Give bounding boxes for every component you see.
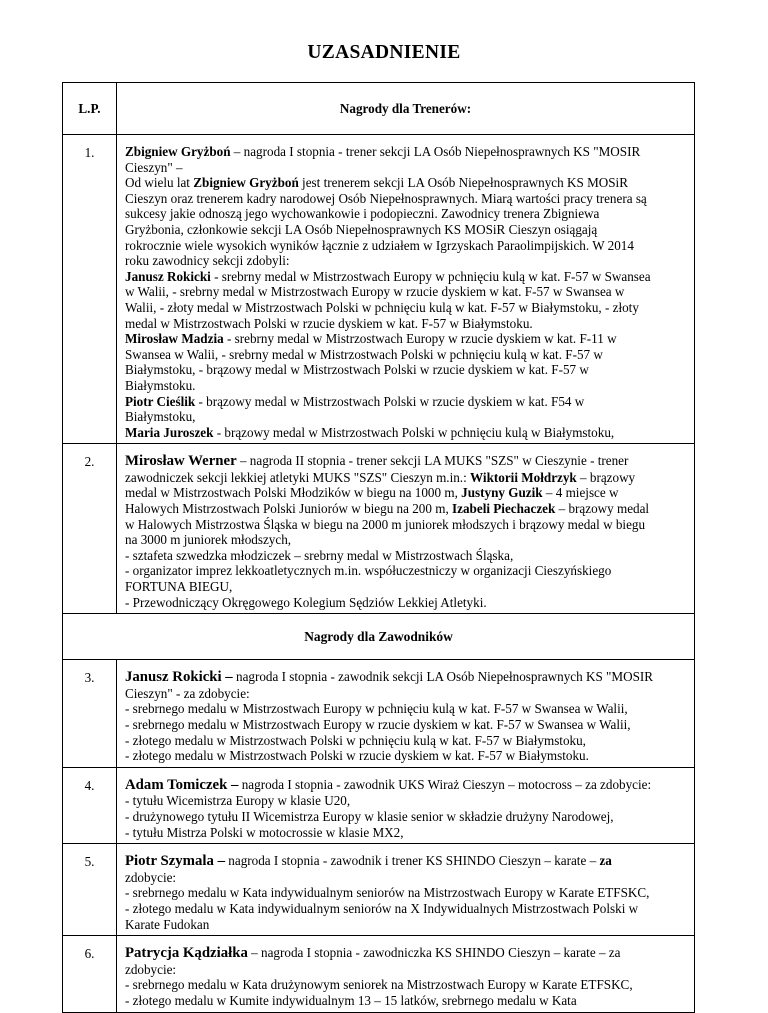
row-number: 5. [63,844,117,936]
bold-name: Mirosław Werner [125,453,237,470]
text-line [125,993,686,1009]
award-description [117,936,695,1012]
bold-name: za [599,853,612,869]
text-segment: – brązowy medal [555,501,650,517]
text-segment: zdobycie: [125,961,177,977]
text-segment: Halowych Mistrzostwach Polski Juniorów w biegu na 200 m, [125,501,453,517]
text-line [125,222,686,238]
text-segment: roku zawodnicy sekcji zdobyli: [125,253,290,269]
text-line [125,701,686,717]
text-line [125,362,686,378]
row-number: 1. [63,135,117,444]
award-description [117,844,695,936]
bold-name: Izabeli Piechaczek [452,501,556,517]
text-line [125,160,686,176]
award-description [117,444,695,614]
text-line [125,409,686,425]
text-line [125,269,686,285]
text-line [125,425,686,441]
text-segment: - srebrnego medalu w Mistrzostwach Europy w pchnięciu kulą w kat. F-57 w Swansea w Walii, [125,701,628,717]
text-line [125,300,686,316]
text-segment: - drużynowego tytułu II Wicemistrza Europy w klasie senior w składzie drużyny Narodowej, [125,808,614,824]
text-segment: w Halowych Mistrzostwa Śląska w biegu na 2000 m juniorek młodszych i brązowy medal w biegu [125,516,646,532]
text-segment: zdobycie: [125,869,177,885]
text-segment: – nagroda I stopnia - trener sekcji LA Osób Niepełnosprawnych KS "MOSIR [230,144,641,159]
text-segment: - złotego medalu w Kata indywidualnym seniorów na X Indywidualnych Mistrzostwach Polski w [125,900,639,916]
text-line [125,563,686,579]
header-trainers-awards: Nagrody dla Trenerów: [117,83,695,135]
row-number: 4. [63,767,117,843]
text-line [125,378,686,394]
awards-table [62,82,695,1013]
text-segment: - organizator imprez lekkoatletycznych m.in. współuczestniczy w organizacji Cieszyńskiego [125,563,612,579]
section-row [63,614,695,660]
bold-name: Zbigniew Gryżboń [125,144,231,159]
table-header-row [63,83,695,135]
text-line [125,347,686,363]
text-line [125,870,686,886]
text-segment: - złotego medalu w Kumite indywidualnym 13 – 15 latków, srebrnego medalu w Kata [125,992,577,1008]
text-line [125,253,686,269]
text-segment: zawodniczek sekcji lekkiej atletyki MUKS "SZS" Cieszyn m.in.: [125,469,471,485]
text-segment: medal w Mistrzostwach Polski w rzucie dyskiem w kat. F-57 w Białymstoku. [125,315,533,331]
text-segment: Swansea w Walii, - srebrny medal w Mistrzostwach Polski w pchnięciu kulą w kat. F-57 w [125,346,603,362]
text-line [125,945,686,962]
bold-name: Janusz Rokicki – [125,669,233,686]
text-segment: na 3000 m juniorek młodszych, [125,532,292,548]
text-line [125,885,686,901]
text-line [125,394,686,410]
text-segment: - srebrnego medalu w Kata drużynowym seniorek na Mistrzostwach Europy w Karate ETFSKC, [125,977,633,993]
bold-name: Adam Tomiczek – [125,776,239,793]
bold-name: Mirosław Madzia [125,331,224,347]
award-description [117,660,695,768]
text-segment: Karate Fudokan [125,916,210,932]
text-line [125,284,686,300]
text-segment: - Przewodniczący Okręgowego Kolegium Sędziów Lekkiej Atletyki. [125,594,487,610]
text-line [125,453,686,470]
text-line [125,175,686,191]
text-segment: – nagroda II stopnia - trener sekcji LA MUKS "SZS" w Cieszynie - trener [236,453,629,469]
text-segment: jest trenerem sekcji LA Osób Niepełnosprawnych KS MOSiR [298,175,628,191]
award-description [117,135,695,444]
text-segment: - tytułu Mistrza Polski w motocrossie w klasie MX2, [125,824,404,840]
text-line [125,501,686,517]
text-line [125,517,686,533]
bold-name: Janusz Rokicki [125,268,211,284]
text-line [125,669,686,686]
text-segment: - sztafeta szwedzka młodziczek – srebrny medal w Mistrzostwach Śląska, [125,547,514,563]
bold-name: Piotr Cieślik [125,393,196,409]
text-segment: nagroda I stopnia - zawodnik UKS Wiraż Cieszyn – motocross – za zdobycie: [238,776,652,792]
text-segment: - brązowy medal w Mistrzostwach Polski w pchnięciu kulą w Białymstoku, [213,424,615,440]
bold-name: Maria Juroszek [125,424,214,440]
text-segment: – nagroda I stopnia - zawodniczka KS SHINDO Cieszyn – karate – za [247,945,621,961]
text-line [125,331,686,347]
text-segment: Białymstoku. [125,377,196,393]
row-number: 3. [63,660,117,768]
text-line [125,853,686,870]
text-line [125,717,686,733]
text-line [125,777,686,794]
text-segment: medal w Mistrzostwach Polski Młodzików w biegu na 1000 m, [125,485,462,501]
text-segment: nagroda I stopnia - zawodnik i trener KS SHINDO Cieszyn – karate – [225,853,600,869]
text-line [125,238,686,254]
text-line [125,917,686,933]
award-description [117,767,695,843]
text-line [125,748,686,764]
text-segment: - srebrnego medalu w Kata indywidualnym seniorów na Mistrzostwach Europy w Karate ETFSKC, [125,885,650,901]
text-line [125,595,686,611]
text-segment: Cieszyn" - za zdobycie: [125,685,250,701]
text-line [125,793,686,809]
text-segment: - złotego medalu w Mistrzostwach Polski w rzucie dyskiem w kat. F-57 w Białymstoku. [125,748,589,764]
text-line [125,206,686,222]
text-line [125,809,686,825]
text-segment: Walii, - złoty medal w Mistrzostwach Polski w pchnięciu kulą w kat. F-57 w Białymstoku, - złoty [125,299,639,315]
text-segment: Białymstoku, - brązowy medal w Mistrzostwach Polski w rzucie dyskiem w kat. F-57 w [125,362,589,378]
text-line [125,316,686,332]
row-number: 6. [63,936,117,1012]
text-segment: Cieszyn oraz trenerem kadry narodowej Osób Niepełnosprawnych. Miarą wartości pracy trenera są [125,190,647,206]
text-line [125,977,686,993]
text-segment: Białymstoku, [125,409,196,425]
text-segment: – 4 miejsce w [542,485,619,501]
header-lp: L.P. [63,83,117,135]
text-line [125,470,686,486]
bold-name: Piotr Szymala – [125,853,226,870]
text-line [125,962,686,978]
text-segment: Cieszyn" – [125,159,183,175]
text-line [125,901,686,917]
text-segment: rokrocznie wiele wysokich wyników łącznie z udziałem w Igrzyskach Paraolimpijskich. W 2014 [125,237,634,253]
text-line [125,485,686,501]
bold-name: Justyny Guzik [461,485,543,501]
text-line [125,532,686,548]
text-segment: Gryżbonia, członkowie sekcji LA Osób Niepełnosprawnych KS MOSiR Cieszyn osiągają [125,221,598,237]
document-title: UZASADNIENIE [307,42,461,63]
text-segment: - srebrny medal w Mistrzostwach Europy w rzucie dyskiem w kat. F-11 w [223,331,617,347]
text-segment: FORTUNA BIEGU, [125,579,233,595]
award-row [63,936,695,1012]
text-segment: Od wielu lat [125,175,194,191]
text-segment: - tytułu Wicemistrza Europy w klasie U20, [125,793,351,809]
award-row [63,844,695,936]
award-row [63,660,695,768]
section-title-athletes: Nagrody dla Zawodników [63,614,695,660]
award-row [63,767,695,843]
row-number: 2. [63,444,117,614]
text-line [125,825,686,841]
text-line [125,733,686,749]
bold-name: Zbigniew Gryżboń [193,175,299,191]
text-segment: - brązowy medal w Mistrzostwach Polski w rzucie dyskiem w kat. F54 w [195,393,585,409]
text-line [125,144,686,160]
text-segment: - srebrnego medalu w Mistrzostwach Europy w rzucie dyskiem w kat. F-57 w Swansea w Walii, [125,717,631,732]
bold-name: Patrycja Kądziałka [125,945,248,962]
text-segment: - srebrny medal w Mistrzostwach Europy w pchnięciu kulą w kat. F-57 w Swansea [210,268,651,284]
text-line [125,548,686,564]
text-segment: sukcesy jakie odnoszą jego wychowankowie i podopieczni. Zawodnicy trenera Zbigniewa [125,206,600,222]
text-segment: – brązowy [576,469,636,485]
bold-name: Wiktorii Mołdrzyk [470,469,577,485]
award-row [63,135,695,444]
text-line [125,579,686,595]
text-segment: nagroda I stopnia - zawodnik sekcji LA Osób Niepełnosprawnych KS "MOSIR [232,669,654,685]
text-segment: - złotego medalu w Mistrzostwach Polski w pchnięciu kulą w kat. F-57 w Białymstoku, [125,732,586,748]
text-line [125,686,686,702]
text-line [125,191,686,207]
text-segment: w Walii, - srebrny medal w Mistrzostwach Europy w rzucie dyskiem w kat. F-57 w Swansea w [125,284,625,300]
award-row [63,444,695,614]
